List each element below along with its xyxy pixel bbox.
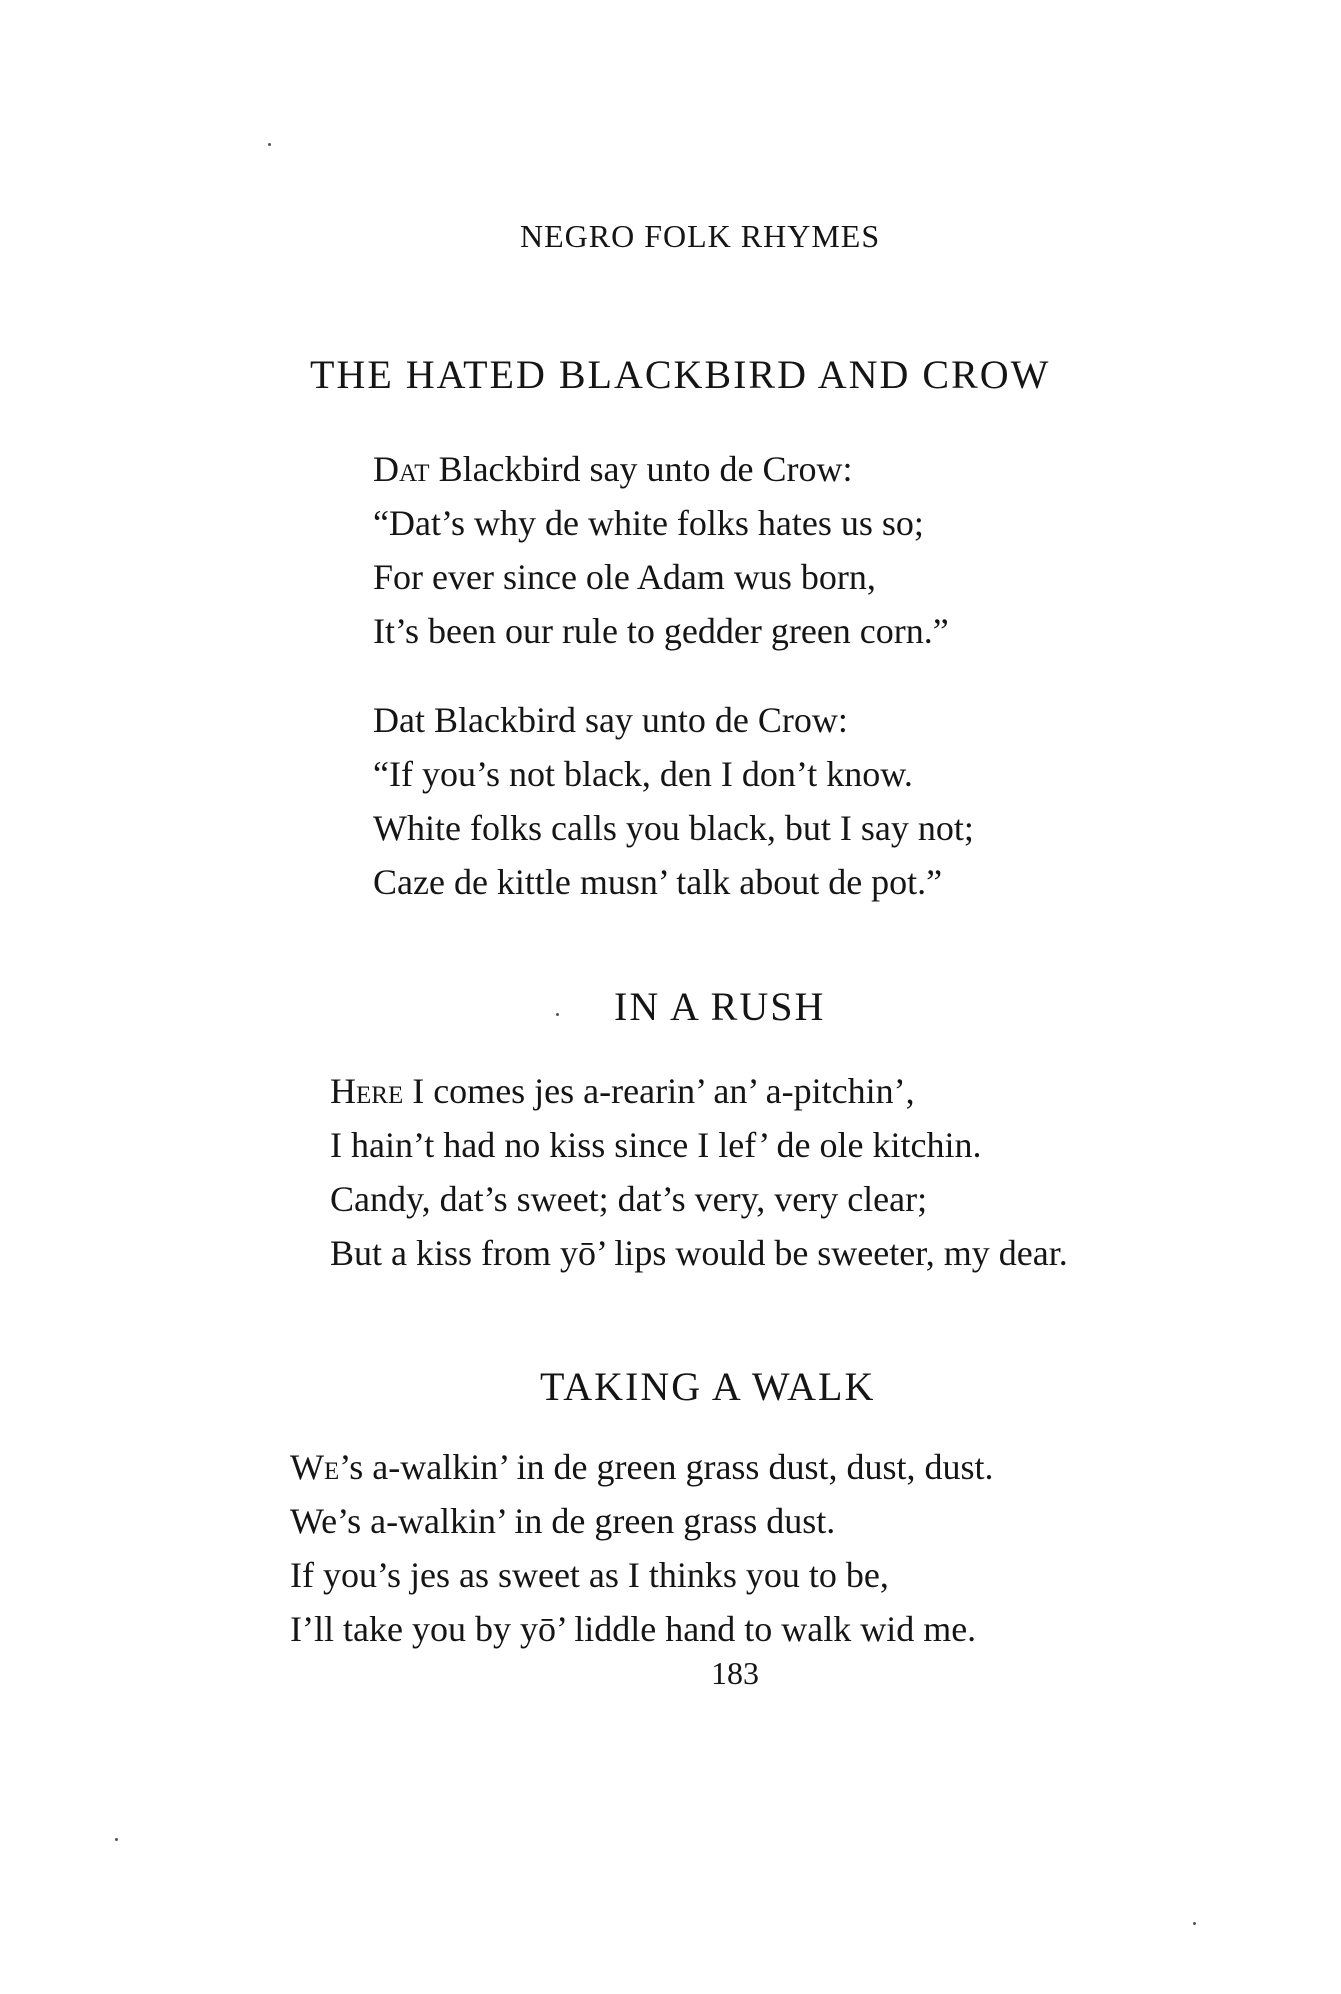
poem-line: Candy, dat’s sweet; dat’s very, very clear; bbox=[330, 1179, 928, 1219]
page-number: 183 bbox=[711, 1655, 759, 1691]
poem-line: But a kiss from yō’ lips would be sweeter, my dear. bbox=[330, 1233, 1068, 1273]
running-head: NEGRO FOLK RHYMES bbox=[520, 218, 881, 254]
drop-lead: We bbox=[290, 1447, 340, 1487]
drop-lead: Here bbox=[330, 1071, 404, 1111]
poem-line: Caze de kittle musn’ talk about de pot.” bbox=[373, 862, 943, 902]
poem-line: I hain’t had no kiss since I lef’ de ole kitchin. bbox=[330, 1125, 982, 1165]
scan-speck bbox=[268, 143, 271, 146]
poem-line: If you’s jes as sweet as I thinks you to be, bbox=[290, 1555, 889, 1595]
poem-title-taking-a-walk: TAKING A WALK bbox=[540, 1364, 876, 1409]
poem-line: Dat Blackbird say unto de Crow: bbox=[373, 700, 848, 740]
poem-line: “Dat’s why de white folks hates us so; bbox=[373, 503, 924, 543]
poem-title-hated-blackbird: THE HATED BLACKBIRD AND CROW bbox=[310, 352, 1051, 397]
stanza bbox=[373, 693, 974, 909]
poem-line: “If you’s not black, den I don’t know. bbox=[373, 754, 913, 794]
poem-line: We’s a-walkin’ in de green grass dust. bbox=[290, 1501, 836, 1541]
poem-line: White folks calls you black, but I say not; bbox=[373, 808, 974, 848]
poem-line: It’s been our rule to gedder green corn.” bbox=[373, 611, 949, 651]
scan-speck bbox=[556, 1013, 559, 1016]
line-text: Blackbird say unto de Crow: bbox=[429, 449, 853, 489]
stanza bbox=[373, 442, 949, 658]
line-text: ’s a-walkin’ in de green grass dust, dust, dust. bbox=[339, 1447, 994, 1487]
poem-title-in-a-rush: IN A RUSH bbox=[614, 984, 826, 1029]
poem-line bbox=[330, 1064, 1068, 1118]
line-text: I comes jes a-rearin’ an’ a-pitchin’, bbox=[403, 1071, 915, 1111]
poem-line: I’ll take you by yō’ liddle hand to walk wid me. bbox=[290, 1609, 977, 1649]
stanza bbox=[290, 1440, 993, 1656]
drop-lead: Dat bbox=[373, 449, 430, 489]
poem-line bbox=[290, 1440, 993, 1494]
poem-line bbox=[373, 442, 949, 496]
scan-speck bbox=[115, 1838, 118, 1841]
stanza bbox=[330, 1064, 1068, 1280]
scan-speck bbox=[1193, 1922, 1196, 1925]
poem-line: For ever since ole Adam wus born, bbox=[373, 557, 876, 597]
